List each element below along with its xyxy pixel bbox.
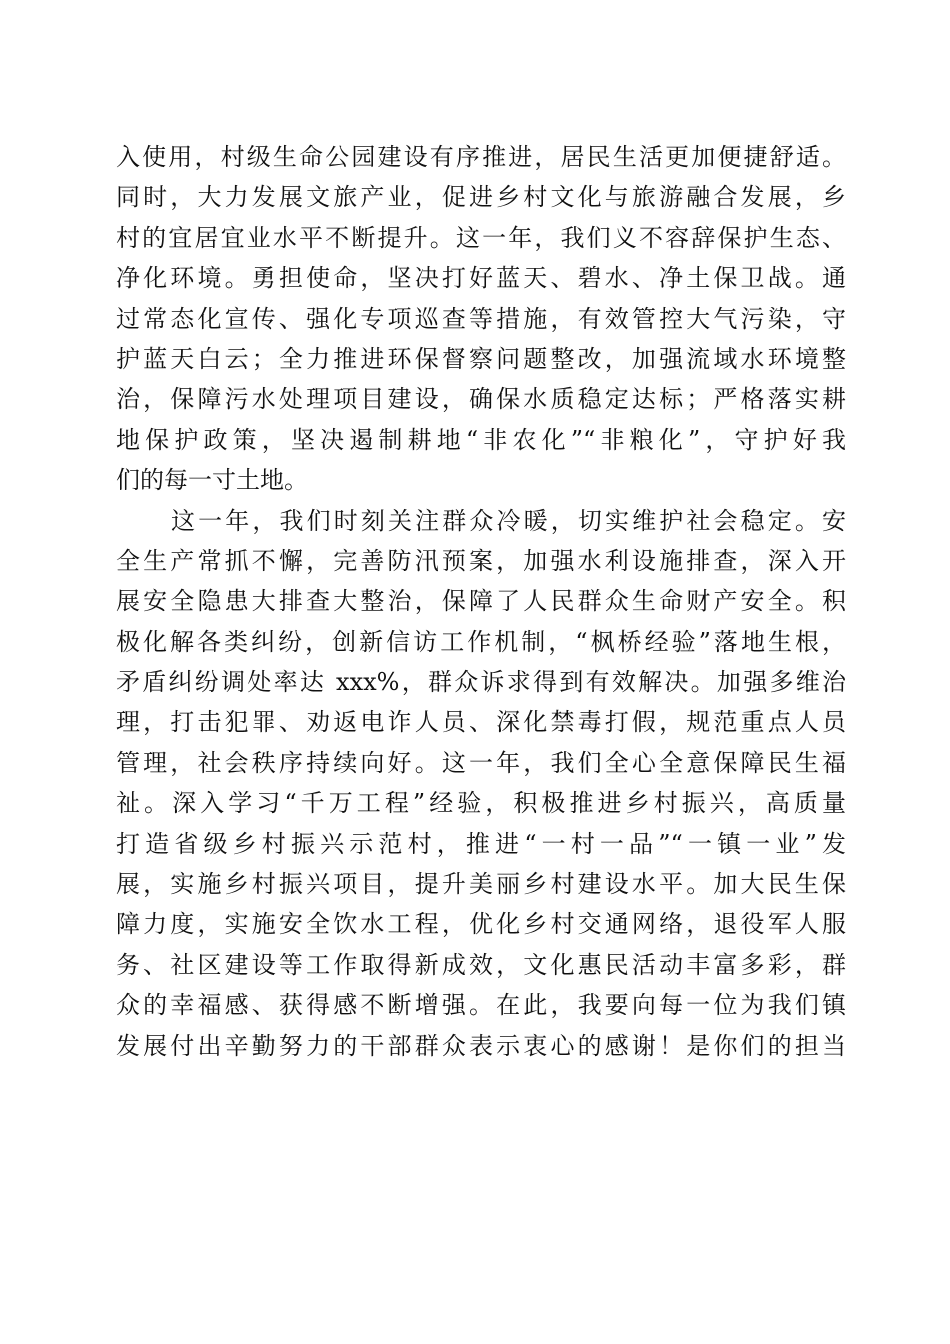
text-line: 全生产常抓不懈，完善防汛预案，加强水利设施排查，深入开	[116, 546, 846, 575]
text-line: 打造省级乡村振兴示范村，推进“一村一品”“一镇一业”发	[116, 829, 846, 858]
text-line: 管理，社会秩序持续向好。这一年，我们全心全意保障民生福	[116, 748, 846, 777]
text-line: 展，实施乡村振兴项目，提升美丽乡村建设水平。加大民生保	[116, 870, 846, 899]
text-line: 净化环境。勇担使命，坚决打好蓝天、碧水、净土保卫战。通	[116, 264, 846, 293]
body-text	[116, 137, 846, 1066]
text-line: 同时，大力发展文旅产业，促进乡村文化与旅游融合发展，乡	[116, 183, 846, 212]
text-line: 理，打击犯罪、劝返电诈人员、深化禁毒打假，规范重点人员	[116, 708, 846, 737]
text-line: 矛盾纠纷调处率达 xxx%，群众诉求得到有效解决。加强多维治	[116, 668, 846, 697]
text-line: 极化解各类纠纷，创新信访工作机制，“枫桥经验”落地生根，	[116, 627, 846, 656]
paragraph-start-line: 这一年，我们时刻关注群众冷暖，切实维护社会稳定。安	[171, 506, 846, 535]
text-line: 众的幸福感、获得感不断增强。在此，我要向每一位为我们镇	[116, 991, 846, 1020]
text-line: 治，保障污水处理项目建设，确保水质稳定达标；严格落实耕	[116, 385, 846, 414]
text-line: 过常态化宣传、强化专项巡查等措施，有效管控大气污染，守	[116, 304, 846, 333]
text-line: 发展付出辛勤努力的干部群众表示衷心的感谢！是你们的担当	[116, 1031, 846, 1060]
text-line: 村的宜居宜业水平不断提升。这一年，我们义不容辞保护生态、	[116, 223, 846, 252]
text-line: 务、社区建设等工作取得新成效，文化惠民活动丰富多彩，群	[116, 950, 846, 979]
text-line: 地保护政策，坚决遏制耕地“非农化”“非粮化”，守护好我	[116, 425, 846, 454]
text-line: 展安全隐患大排查大整治，保障了人民群众生命财产安全。积	[116, 587, 846, 616]
text-line: 护蓝天白云；全力推进环保督察问题整改，加强流域水环境整	[116, 344, 846, 373]
text-line: 障力度，实施安全饮水工程，优化乡村交通网络，退役军人服	[116, 910, 846, 939]
text-line: 祉。深入学习“千万工程”经验，积极推进乡村振兴，高质量	[116, 789, 846, 818]
text-line: 入使用，村级生命公园建设有序推进，居民生活更加便捷舒适。	[116, 143, 846, 171]
paragraph-end-line: 们的每一寸土地。	[116, 466, 308, 495]
